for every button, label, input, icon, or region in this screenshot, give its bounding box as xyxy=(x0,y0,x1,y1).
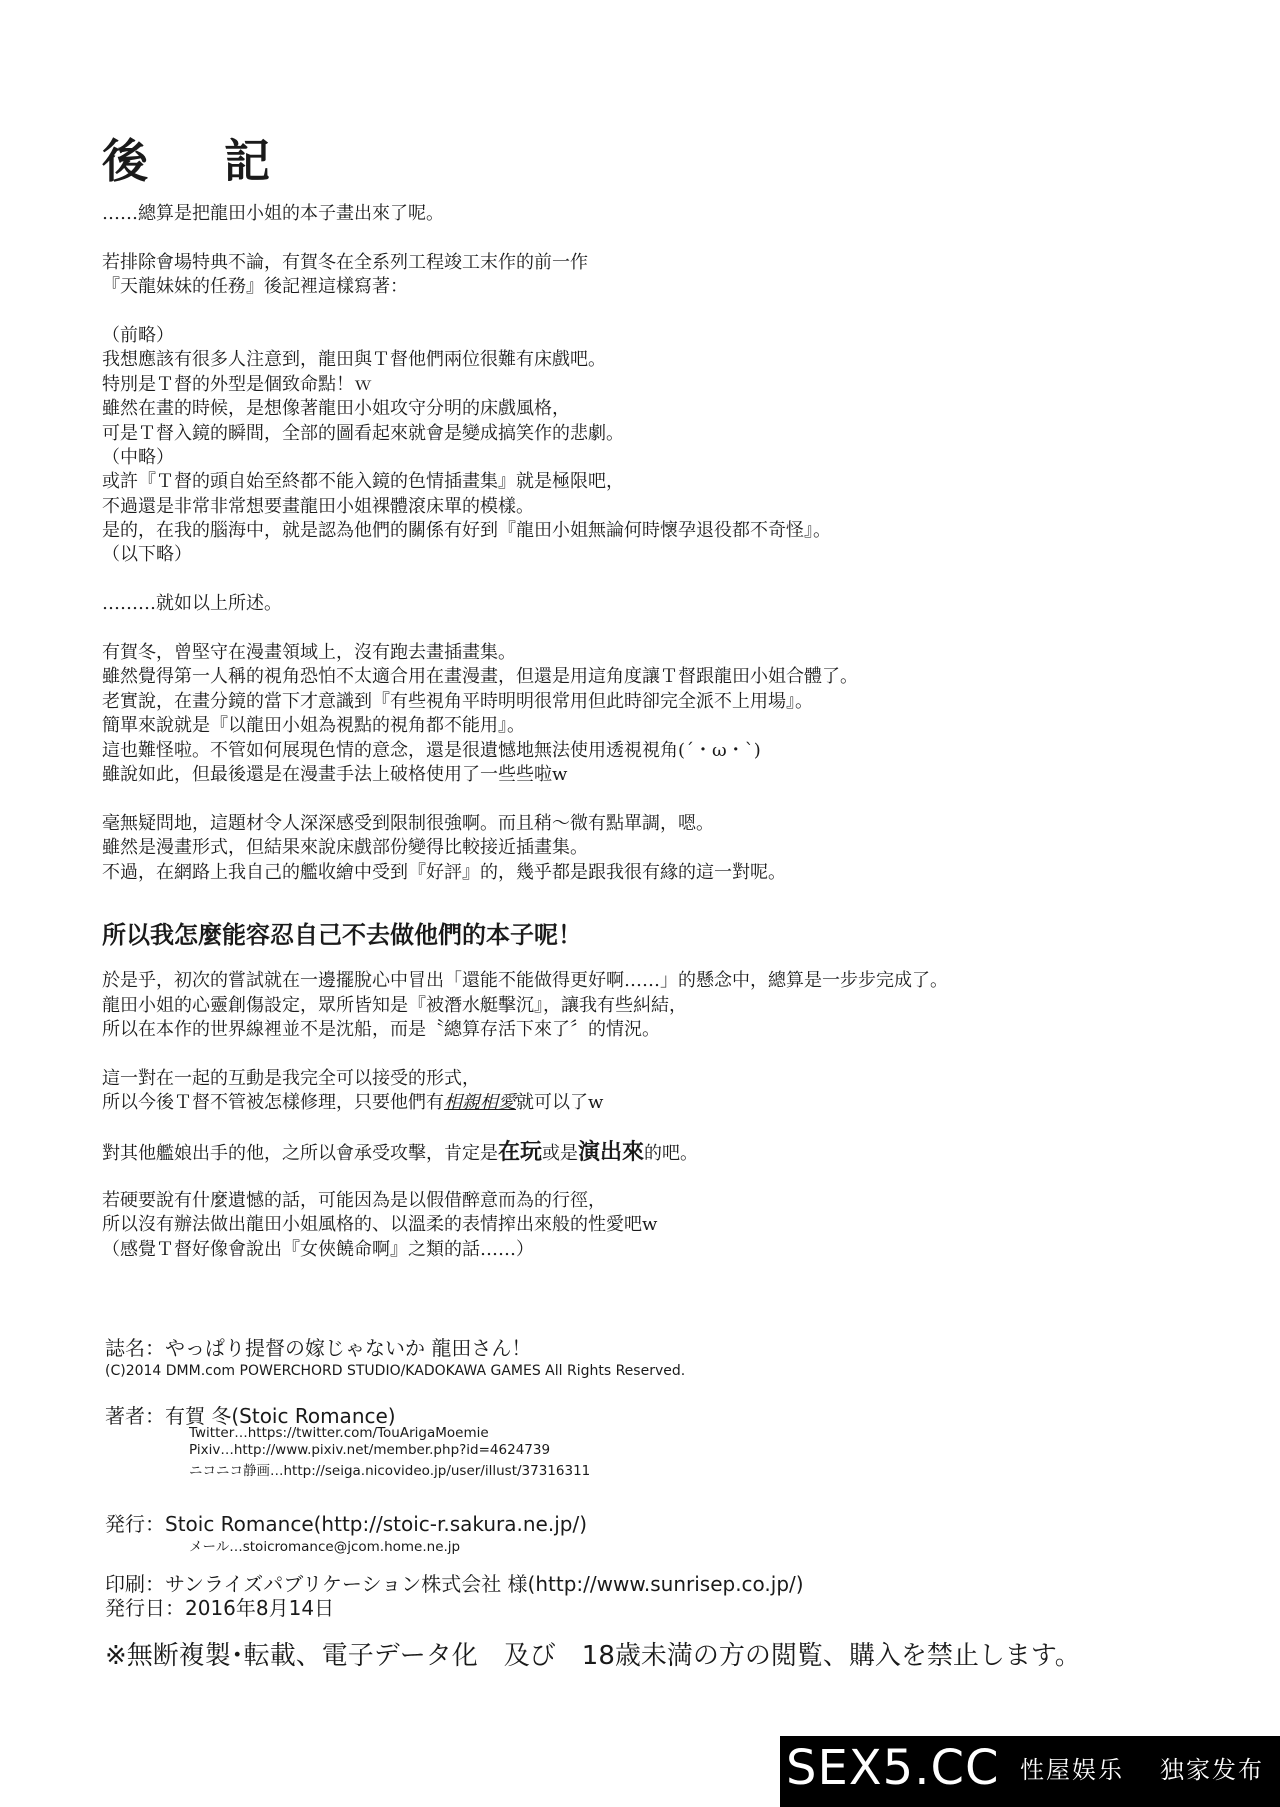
text-span: 的吧。 xyxy=(644,1143,699,1165)
pixiv-link[interactable]: Pixiv…http://www.pixiv.net/member.php?id=4624739 xyxy=(189,1442,551,1458)
paragraph-line: 這也難怪啦。不管如何展現色情的意念，還是很遺憾地無法使用透視視角(´・ω・`) xyxy=(102,739,761,761)
paragraph-line: 有賀冬，曾堅守在漫畫領域上，沒有跑去畫插畫集。 xyxy=(102,642,516,664)
publisher-credit: 発行：Stoic Romance(http://stoic-r.sakura.ne.jp/) xyxy=(105,1512,588,1536)
paragraph-line: 若排除會場特典不論，有賀冬在全系列工程竣工末作的前一作 xyxy=(102,251,588,273)
text-span: 或是 xyxy=(542,1143,579,1165)
watermark-tag: 独家发布 xyxy=(1160,1756,1264,1784)
text-span: 所以今後Ｔ督不管被怎樣修理，只要他們有 xyxy=(102,1092,444,1114)
contact-email[interactable]: メール…stoicromance@jcom.home.ne.jp xyxy=(189,1539,461,1555)
quote-line: 是的，在我的腦海中，就是認為他們的關係有好到『龍田小姐無論何時懷孕退役都不奇怪』。 xyxy=(102,520,831,542)
twitter-link[interactable]: Twitter…https://twitter.com/TouArigaMoemie xyxy=(189,1425,489,1441)
quote-line: 不過還是非常非常想要畫龍田小姐裸體滾床單的模樣。 xyxy=(102,495,534,517)
quote-line: （前略） xyxy=(102,324,174,346)
paragraph-line: 雖然覺得第一人稱的視角恐怕不太適合用在畫漫畫，但還是用這角度讓Ｔ督跟龍田小姐合體了。 xyxy=(102,666,858,688)
quote-line: 可是Ｔ督入鏡的瞬間，全部的圖看起來就會是變成搞笑作的悲劇。 xyxy=(102,422,624,444)
paragraph-line: 毫無疑問地，這題材令人深深感受到限制很強啊。而且稍～微有點單調，嗯。 xyxy=(102,812,714,834)
watermark-logo: SEX5.CC xyxy=(786,1740,1000,1796)
emphasis-underline: 相親相愛 xyxy=(444,1092,516,1114)
quote-line: 特別是Ｔ督的外型是個致命點！ｗ xyxy=(102,373,372,395)
paragraph-line: 老實說，在畫分鏡的當下才意識到『有些視角平時明明很常用但此時卻完全派不上用場』。 xyxy=(102,690,813,712)
paragraph-line: 若硬要說有什麼遺憾的話，可能因為是以假借醉意而為的行徑， xyxy=(102,1189,606,1211)
paragraph-line xyxy=(102,1140,1212,1164)
printer-credit: 印刷：サンライズパブリケーション株式会社 様(http://www.sunrisep.co.jp/) xyxy=(105,1572,804,1596)
text-span: 對其他艦娘出手的他，之所以會承受攻擊，肯定是 xyxy=(102,1143,498,1165)
quote-line: （以下略） xyxy=(102,544,192,566)
quote-line: 雖然在畫的時候，是想像著龍田小姐攻守分明的床戲風格， xyxy=(102,398,570,420)
paragraph-line xyxy=(102,1091,1212,1115)
paragraph-line: 雖說如此，但最後還是在漫畫手法上破格使用了一些些啦w xyxy=(102,763,568,785)
paragraph-line: ……總算是把龍田小姐的本子畫出來了呢。 xyxy=(102,203,444,224)
quote-line: 我想應該有很多人注意到，龍田與Ｔ督他們兩位很難有床戲吧。 xyxy=(102,349,606,371)
paragraph-line: 雖然是漫畫形式，但結果來說床戲部份變得比較接近插畫集。 xyxy=(102,837,588,859)
section-heading: 所以我怎麼能容忍自己不去做他們的本子呢！ xyxy=(102,921,582,950)
paragraph-line: 簡單來說就是『以龍田小姐為視點的視角都不能用』。 xyxy=(102,715,525,737)
watermark-tag: 性屋娱乐 xyxy=(1020,1756,1124,1784)
copyright-notice: (C)2014 DMM.com POWERCHORD STUDIO/KADOKAWA GAMES All Rights Reserved. xyxy=(105,1363,686,1379)
paragraph-line: 不過，在網路上我自己的艦收繪中受到『好評』的，幾乎都是跟我很有緣的這一對呢。 xyxy=(102,861,786,883)
author-credit: 著者：有賀 冬(Stoic Romance) xyxy=(105,1404,396,1428)
paragraph-line: 所以沒有辦法做出龍田小姐風格的、以溫柔的表情搾出來般的性愛吧w xyxy=(102,1214,658,1236)
magazine-name: 誌名：やっぱり提督の嫁じゃないか 龍田さん！ xyxy=(105,1336,532,1360)
watermark-banner xyxy=(780,1736,1280,1807)
reproduction-warning: ※無断複製･転載、電子データ化 及び 18歳未満の方の閲覧、購入を禁止します。 xyxy=(105,1641,1081,1671)
paragraph-line: ………就如以上所述。 xyxy=(102,593,282,615)
quote-line: 或許『Ｔ督的頭自始至終都不能入鏡的色情插畫集』就是極限吧， xyxy=(102,471,624,493)
paragraph-line: 龍田小姐的心靈創傷設定，眾所皆知是『被潛水艇擊沉』，讓我有些糾結， xyxy=(102,994,687,1016)
afterword-body xyxy=(102,202,1212,1262)
paragraph-line: （感覺Ｔ督好像會說出『女俠饒命啊』之類的話……） xyxy=(102,1238,534,1260)
quote-line: （中略） xyxy=(102,446,174,468)
emphasis-bold: 演出來 xyxy=(578,1139,645,1166)
paragraph-line: 『天龍妹妹的任務』後記裡這樣寫著： xyxy=(102,276,408,298)
text-span: 就可以了w xyxy=(516,1092,604,1114)
paragraph-line: 於是乎，初次的嘗試就在一邊擺脫心中冒出「還能不能做得更好啊……」的懸念中，總算是一步步完成了。 xyxy=(102,970,948,992)
publish-date: 発行日：2016年8月14日 xyxy=(105,1596,335,1620)
paragraph-line: 所以在本作的世界線裡並不是沈船，而是〝總算存活下來了〞的情況。 xyxy=(102,1019,660,1041)
page-title: 後 記 xyxy=(102,134,301,188)
emphasis-bold: 在玩 xyxy=(498,1139,543,1166)
paragraph-line: 這一對在一起的互動是我完全可以接受的形式， xyxy=(102,1067,480,1089)
nico-link[interactable]: ニコニコ静画…http://seiga.nicovideo.jp/user/illust/37316311 xyxy=(189,1463,591,1479)
